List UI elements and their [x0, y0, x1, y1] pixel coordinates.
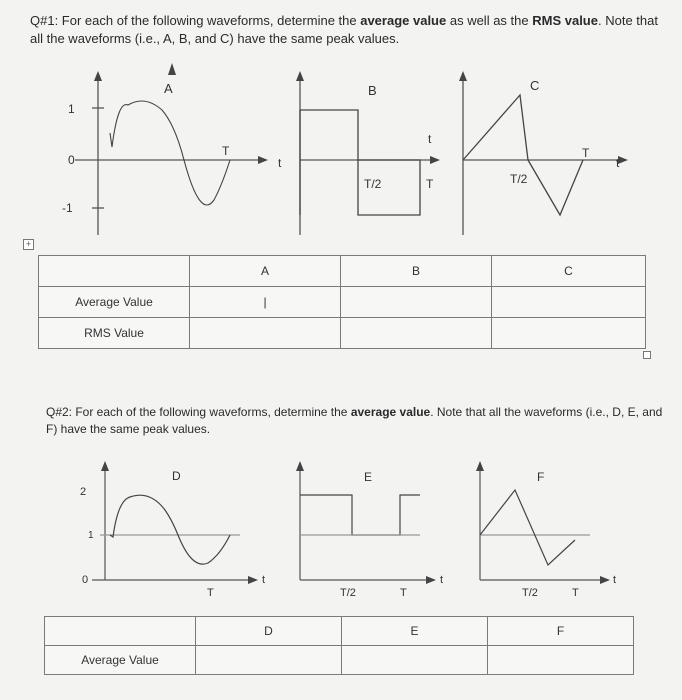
table-resize-handle[interactable] [643, 351, 651, 359]
graph-e-label: E [364, 470, 373, 484]
t2-cell-avg-e[interactable] [342, 646, 488, 675]
graph-b-t: t [428, 132, 432, 146]
waveforms-q2 [0, 455, 682, 605]
graph-b-label: B [368, 83, 377, 98]
graph-d-T: T [207, 587, 214, 599]
graph-d-label: D [172, 469, 181, 483]
t2-header-0 [45, 617, 196, 646]
graph-f-T2: T/2 [522, 587, 538, 599]
t1-cell-avg-c[interactable] [492, 287, 646, 318]
arrow-b-right [430, 156, 440, 164]
graph-e-T2: T/2 [340, 587, 356, 599]
graph-a-yneg1: -1 [62, 201, 73, 215]
arrow-e-up [296, 461, 304, 471]
graph-f-T: T [572, 587, 579, 599]
graph-a-y0: 0 [68, 153, 75, 167]
t2-row-average-label: Average Value [45, 646, 196, 675]
graph-c-label: C [530, 78, 540, 93]
waveform-e [300, 495, 420, 535]
t1-header-a: A [190, 256, 341, 287]
move-anchor-icon[interactable]: + [23, 239, 34, 250]
question-1-text: Q#1: For each of the following waveforms, determine the average value as well as the RMS value. Note that all the waveforms (i.e., A, B, and C) have the same peak values. [30, 13, 658, 46]
graph-d-y1: 1 [88, 530, 94, 541]
waveform-d [110, 495, 230, 564]
t2-header-d: D [196, 617, 342, 646]
graph-d-y2: 2 [80, 486, 87, 498]
t1-row-average-label: Average Value [39, 287, 190, 318]
graph-b-T2: T/2 [364, 177, 382, 191]
waveform-b-low [300, 110, 420, 215]
t2-header-f: F [488, 617, 634, 646]
t1-cell-avg-b[interactable] [341, 287, 492, 318]
t1-row-rms-label: RMS Value [39, 318, 190, 349]
answer-table-2 [44, 616, 634, 675]
graph-c-T2: T/2 [510, 172, 528, 186]
graph-e-t: t [440, 574, 444, 586]
graph-d-t: t [262, 574, 266, 586]
arrow-c-right [618, 156, 628, 164]
t1-cell-rms-b[interactable] [341, 318, 492, 349]
t1-header-b: B [341, 256, 492, 287]
waveforms-q1 [0, 55, 682, 245]
graph-c-T: T [582, 146, 590, 160]
arrow-b-up [296, 71, 304, 81]
graph-c-t: t [616, 156, 620, 170]
arrow-a-right [258, 156, 268, 164]
cursor-arrow-icon [168, 63, 176, 75]
graph-e-T: T [400, 587, 407, 599]
graph-f-label: F [537, 470, 545, 484]
waveform-b-high [300, 110, 358, 160]
t1-cell-rms-a[interactable] [190, 318, 341, 349]
t1-header-c: C [492, 256, 646, 287]
arrow-a-up [94, 71, 102, 81]
arrow-e-right [426, 576, 436, 584]
t1-cell-rms-c[interactable] [492, 318, 646, 349]
t1-header-0 [39, 256, 190, 287]
waveform-c [463, 95, 583, 215]
arrow-f-right [600, 576, 610, 584]
answer-table-1 [38, 255, 646, 349]
graph-a-t: t [278, 156, 282, 170]
graph-a-T: T [222, 144, 230, 158]
graph-b-T: T [426, 177, 434, 191]
t1-cell-avg-a[interactable]: | [190, 287, 341, 318]
waveform-a [110, 101, 230, 205]
arrow-c-up [459, 71, 467, 81]
graph-a-y1: 1 [68, 102, 75, 116]
arrow-f-up [476, 461, 484, 471]
arrow-d-up [101, 461, 109, 471]
question-2-text: Q#2: For each of the following waveforms, determine the average value. Note that all the waveforms (i.e., D, E, and F) have the same peak values. [46, 405, 663, 436]
t2-cell-avg-d[interactable] [196, 646, 342, 675]
t2-header-e: E [342, 617, 488, 646]
graph-a-label: A [164, 81, 173, 96]
t2-cell-avg-f[interactable] [488, 646, 634, 675]
waveform-f [480, 490, 575, 565]
graph-f-t: t [613, 574, 617, 586]
arrow-d-right [248, 576, 258, 584]
graph-d-y0: 0 [82, 574, 89, 586]
